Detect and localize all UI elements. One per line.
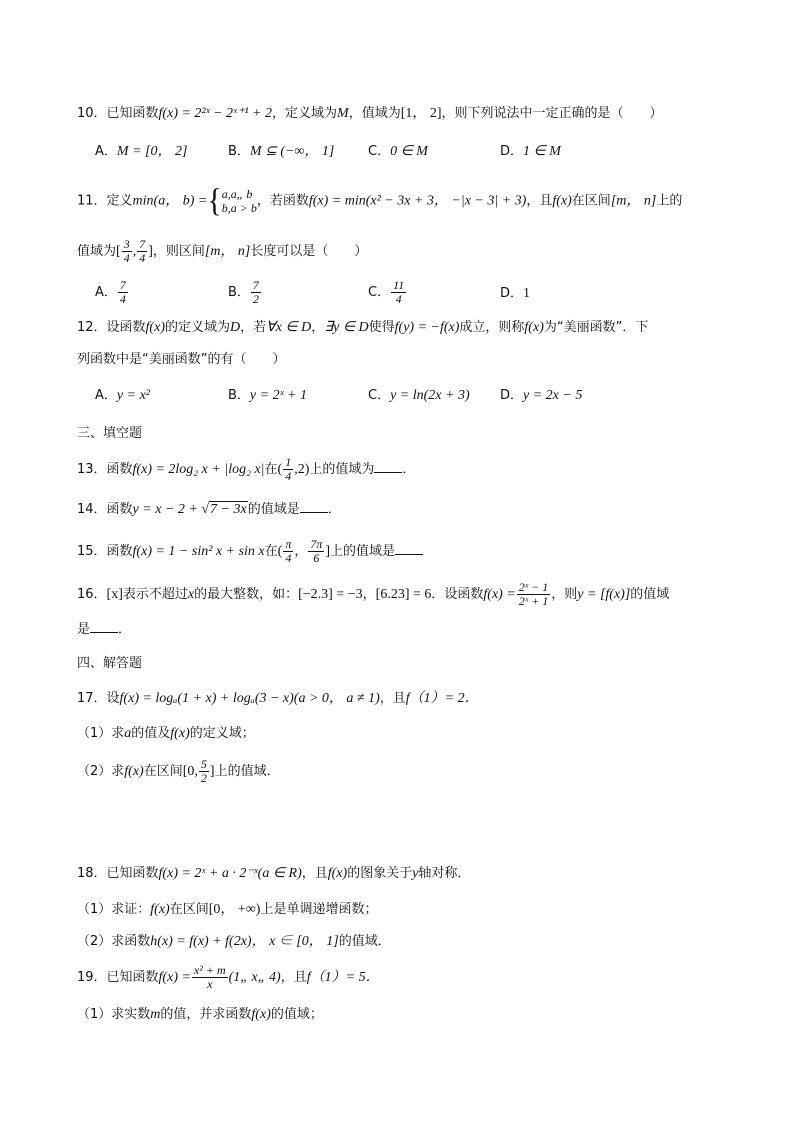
q16-answer-blank[interactable] bbox=[90, 620, 118, 633]
q19-stem: 19．已知函数 bbox=[77, 970, 159, 985]
q10-tail: ，则下列说法中一定正确的是（ ） bbox=[441, 106, 663, 121]
q10-option-a bbox=[95, 142, 187, 162]
q12-option-a bbox=[95, 386, 150, 406]
q12-option-a-label: A． bbox=[95, 388, 117, 403]
q15-open: ( bbox=[277, 544, 283, 559]
q13-stem: 13．函数 bbox=[77, 462, 133, 477]
q11-range-low bbox=[122, 238, 132, 265]
q10-option-b bbox=[228, 142, 334, 162]
q14-tail: 的值域是 bbox=[247, 502, 300, 517]
q16-tail: 的值域 bbox=[630, 587, 670, 602]
q12-mid2: ，若 bbox=[240, 320, 267, 335]
q17-part2 bbox=[77, 757, 280, 787]
q10-mid2: ，值域为 bbox=[348, 106, 401, 121]
q19-mid: ，且 bbox=[280, 970, 307, 985]
q19-p1-a: （1）求实数 bbox=[77, 1007, 151, 1022]
q12-option-c bbox=[368, 386, 470, 406]
q12-option-d-text: y = 2x − 5 bbox=[523, 388, 583, 403]
q16-line2-text: 是 bbox=[77, 622, 91, 637]
q11-option-b-label: B． bbox=[228, 285, 250, 300]
q16-den: 2ˣ + 1 bbox=[518, 594, 549, 608]
q11-interval-2: [m， n] bbox=[204, 244, 251, 259]
q13-mid: 在 bbox=[264, 462, 278, 477]
q18-y: y bbox=[412, 866, 419, 881]
q13-close: ,2) bbox=[294, 462, 310, 477]
q10-option-c-label: C． bbox=[368, 144, 391, 159]
sqrt-icon: √ bbox=[201, 502, 210, 517]
q13-num: 1 bbox=[285, 455, 292, 469]
q17-p2-close: ] bbox=[209, 764, 215, 779]
q18-mid2: 的图象关于 bbox=[347, 866, 413, 881]
q10-option-d-text: 1 ∈ M bbox=[523, 144, 561, 159]
q11-mid2: ，且 bbox=[526, 193, 553, 209]
q17-p2-num: 5 bbox=[200, 757, 207, 771]
q11-stem bbox=[77, 182, 683, 219]
q17-p2-a: （2）求 bbox=[77, 764, 125, 779]
q12-option-d bbox=[500, 386, 582, 406]
q14-radicand: 7 − 3x bbox=[210, 502, 247, 517]
q12-option-b bbox=[228, 386, 307, 406]
q10-option-d-label: D． bbox=[500, 144, 524, 159]
q17-function: f(x) = logₐ(1 + x) + logₐ(3 − x)(a > 0， a ≠ 1) bbox=[119, 691, 380, 706]
q16 bbox=[77, 580, 669, 610]
section-fill-in-heading: 三、填空题 bbox=[77, 426, 143, 441]
q11-option-b-num: 7 bbox=[252, 278, 259, 292]
q11-interval: [m， n] bbox=[610, 193, 657, 209]
q11-option-b-frac bbox=[251, 279, 261, 306]
q19-num: x² + m bbox=[193, 963, 226, 977]
q19-function: f(x) = bbox=[158, 970, 191, 985]
q15 bbox=[77, 537, 423, 567]
q19-frac bbox=[192, 964, 228, 991]
q18-mid: ，且 bbox=[301, 866, 328, 881]
q16-floor: [x] bbox=[106, 587, 123, 602]
q15-close: ] bbox=[325, 544, 331, 559]
q11-option-c-frac bbox=[391, 279, 406, 306]
q10-stem bbox=[77, 104, 663, 124]
q16-mid2: 的最大整数，如： bbox=[194, 587, 299, 602]
q18-p2-a: （2）求函数 bbox=[77, 934, 151, 949]
q11-function-2: f(x) bbox=[552, 193, 572, 209]
q11-line2-c: 长度可以是（ ） bbox=[250, 244, 368, 259]
q15-frac-2-num: 7π bbox=[310, 537, 323, 551]
q11-mid: ，若函数 bbox=[256, 193, 309, 209]
q12-mid5: 成立，则称 bbox=[459, 320, 525, 335]
q13-open: ( bbox=[277, 462, 283, 477]
q12-option-b-label: B． bbox=[228, 388, 250, 403]
q19-den: x bbox=[207, 977, 213, 991]
q16-y: y = [f(x)] bbox=[577, 587, 631, 602]
q16-sep: ， bbox=[362, 587, 376, 602]
q17-p1-fx: f(x) bbox=[170, 726, 190, 741]
q10-range: [1， 2] bbox=[400, 106, 442, 121]
q10-option-d bbox=[500, 142, 561, 162]
q11-option-a-label: A． bbox=[95, 285, 117, 300]
q11-option-c bbox=[368, 278, 407, 308]
q11-option-a-num: 7 bbox=[119, 278, 126, 292]
q12-forall: ∀x ∈ D bbox=[266, 320, 312, 335]
q17-p1-b: 的值及 bbox=[131, 726, 171, 741]
q13-end: ． bbox=[402, 462, 416, 477]
q10-mid: ，定义域为 bbox=[272, 106, 338, 121]
q12-mid4: 使得 bbox=[368, 320, 395, 335]
q12-function: f(x) bbox=[145, 320, 165, 335]
q18-tail: 轴对称． bbox=[418, 866, 471, 881]
q15-sep: ， bbox=[294, 544, 308, 559]
q18-p1-interval: [0， +∞) bbox=[208, 902, 261, 917]
q17-condition: f（1）= 2． bbox=[405, 691, 479, 706]
q11-option-a-frac bbox=[118, 279, 128, 306]
q11-option-d bbox=[500, 284, 530, 304]
q19-p1-b: 的值，并求函数 bbox=[160, 1007, 252, 1022]
q16-function: f(x) = bbox=[483, 587, 516, 602]
q17-p2-fx: f(x) bbox=[124, 764, 144, 779]
q14-function: y = x − 2 + bbox=[132, 502, 202, 517]
q17-part1 bbox=[77, 724, 255, 744]
q11-option-a-den: 4 bbox=[119, 292, 126, 306]
q18 bbox=[77, 864, 470, 884]
q17-p1-c: 的定义域； bbox=[189, 726, 255, 741]
q12-option-b-text: y = 2ˣ + 1 bbox=[249, 388, 307, 403]
q15-tail: 上的值域是 bbox=[330, 544, 396, 559]
q12-stem bbox=[77, 318, 648, 338]
q18-part2 bbox=[77, 932, 391, 952]
q14-end: ． bbox=[327, 502, 341, 517]
q12-option-a-text: y = x² bbox=[116, 388, 150, 403]
q16-x: x bbox=[187, 587, 195, 602]
q17-p2-open: [0, bbox=[182, 764, 198, 779]
q11-range-close: ] bbox=[148, 244, 153, 259]
q17-p2-c: 上的值域． bbox=[214, 764, 280, 779]
q11-option-c-label: C． bbox=[368, 285, 391, 300]
q11-option-b bbox=[228, 278, 262, 308]
q13-tail: 上的值域为 bbox=[309, 462, 375, 477]
q16-end: ． bbox=[118, 622, 132, 637]
q18-function-2: f(x) bbox=[327, 866, 348, 881]
q10-option-a-label: A． bbox=[95, 144, 117, 159]
q11-line2 bbox=[77, 237, 367, 267]
q15-frac-1 bbox=[283, 538, 293, 565]
q11-case-2: b,a > b bbox=[221, 201, 257, 215]
q10-option-b-text: M ⊆ (−∞， 1] bbox=[249, 144, 335, 159]
q11-mid3: 在区间 bbox=[571, 193, 611, 209]
q18-p2-b: 的值域． bbox=[338, 934, 391, 949]
q19-condition: f（1）= 5． bbox=[306, 970, 380, 985]
q19-p1-fx: f(x) bbox=[251, 1007, 271, 1022]
q17-p1-a: （1）求 bbox=[77, 726, 125, 741]
q12-line2: 列函数中是“美丽函数”的有（ ） bbox=[77, 352, 286, 367]
q15-stem: 15．函数 bbox=[77, 544, 133, 559]
q11-cases bbox=[222, 187, 257, 215]
q12-option-c-label: C． bbox=[368, 388, 391, 403]
q19-p1-c: 的值域； bbox=[270, 1007, 323, 1022]
q12-option-c-text: y = ln(2x + 3) bbox=[390, 388, 470, 403]
q12-stem-text: 12．设函数 bbox=[77, 320, 146, 335]
q15-mid: 在 bbox=[264, 544, 278, 559]
q10-option-c-text: 0 ∈ M bbox=[390, 144, 428, 159]
q15-answer-blank[interactable] bbox=[395, 542, 423, 555]
q17-p1-var: a bbox=[124, 726, 132, 741]
q10-option-b-label: B． bbox=[228, 144, 250, 159]
q13-answer-blank[interactable] bbox=[374, 460, 402, 473]
q19-p1-m: m bbox=[150, 1007, 161, 1022]
q19-domain: (1„ x„ 4) bbox=[228, 970, 281, 985]
q17 bbox=[77, 689, 479, 709]
q11-range-high-num: 7 bbox=[139, 237, 146, 251]
q14-stem: 14．函数 bbox=[77, 502, 133, 517]
q15-function: f(x) = 1 − sin² x + sin x bbox=[132, 544, 265, 559]
q17-mid: ，且 bbox=[379, 691, 406, 706]
q18-p1-a: （1）求证： bbox=[77, 902, 151, 917]
q10-option-a-text: M = [0， 2] bbox=[116, 144, 188, 159]
q11-range-low-den: 4 bbox=[123, 251, 130, 265]
q11-min-def: min(a， b) = bbox=[132, 193, 208, 209]
q11-function: f(x) = min(x² − 3x + 3， −|x − 3| + 3) bbox=[308, 193, 527, 209]
q11-tail: 上的 bbox=[656, 193, 683, 209]
section-answer-heading: 四、解答题 bbox=[77, 656, 143, 671]
q16-num: 2ˣ − 1 bbox=[518, 580, 549, 594]
q18-p1-fx: f(x) bbox=[150, 902, 170, 917]
q12-exists: ∃y ∈ D bbox=[324, 320, 369, 335]
q18-part1 bbox=[77, 900, 377, 920]
q10-function: f(x) = 2²ˣ − 2ˣ⁺¹ + 2 bbox=[158, 106, 273, 121]
q13-frac bbox=[283, 456, 293, 483]
q13 bbox=[77, 455, 415, 485]
q18-stem: 18．已知函数 bbox=[77, 866, 159, 881]
q16-mid3: ．设函数 bbox=[431, 587, 484, 602]
left-brace-icon: { bbox=[207, 182, 222, 219]
q16-line2 bbox=[77, 620, 131, 640]
q11-option-c-num: 11 bbox=[393, 278, 405, 292]
q11-range-open: [ bbox=[116, 244, 121, 259]
q16-mid4: ，则 bbox=[551, 587, 578, 602]
q11-line2-b: ，则区间 bbox=[152, 244, 205, 259]
q11-range-comma: , bbox=[132, 244, 137, 259]
q16-frac bbox=[517, 581, 550, 608]
q16-stem: 16． bbox=[77, 587, 107, 602]
q18-p1-b: 在区间 bbox=[169, 902, 209, 917]
q11-range-low-num: 3 bbox=[123, 237, 130, 251]
q11-line2-a: 值域为 bbox=[77, 244, 117, 259]
q11-range-high-den: 4 bbox=[139, 251, 146, 265]
q10-stem-text: 10．已知函数 bbox=[77, 106, 159, 121]
q11-range-high bbox=[137, 238, 147, 265]
q11-case-1: a,a„ b bbox=[221, 187, 253, 201]
q12-tail: 为“美丽函数”．下 bbox=[543, 320, 649, 335]
q15-frac-1-num: π bbox=[285, 537, 292, 551]
q13-den: 4 bbox=[285, 469, 292, 483]
q18-function: f(x) = 2ˣ + a · 2⁻ˣ(a ∈ R) bbox=[158, 866, 302, 881]
q13-function: f(x) = 2log₂ x + |log₂ x| bbox=[132, 462, 265, 477]
q12-option-d-label: D． bbox=[500, 388, 524, 403]
q10-option-c bbox=[368, 142, 428, 162]
q19-part1 bbox=[77, 1005, 323, 1025]
q19 bbox=[77, 963, 380, 993]
q18-p1-c: 上是单调递增函数； bbox=[260, 902, 378, 917]
q11-option-a bbox=[95, 278, 129, 308]
q12-mid3: ， bbox=[311, 320, 325, 335]
q11-option-b-den: 2 bbox=[252, 292, 259, 306]
q12-function-2: f(x) bbox=[524, 320, 544, 335]
q17-p2-b: 在区间 bbox=[143, 764, 183, 779]
q17-stem: 17．设 bbox=[77, 691, 120, 706]
q12-mid: 的定义域为 bbox=[164, 320, 230, 335]
q11-stem-text: 11．定义 bbox=[77, 193, 133, 209]
q16-example-1: [−2.3] = −3 bbox=[298, 587, 363, 602]
q18-p2-h: h(x) = f(x) + f(2x)， x ∈ [0， 1] bbox=[150, 934, 339, 949]
q11-option-d-label: D． bbox=[500, 286, 524, 301]
q15-frac-2 bbox=[308, 538, 324, 565]
q14-answer-blank[interactable] bbox=[300, 500, 328, 513]
q16-example-2: [6.23] = 6 bbox=[375, 587, 432, 602]
q15-frac-1-den: 4 bbox=[285, 551, 292, 565]
q14 bbox=[77, 500, 341, 520]
q15-frac-2-den: 6 bbox=[313, 551, 320, 565]
q11-option-c-den: 4 bbox=[395, 292, 402, 306]
q17-p2-den: 2 bbox=[200, 771, 207, 785]
q17-p2-frac bbox=[199, 758, 209, 785]
q12-equation: f(y) = −f(x) bbox=[394, 320, 460, 335]
q11-option-d-text: 1 bbox=[523, 286, 531, 301]
q10-M: M bbox=[337, 106, 349, 121]
q16-mid: 表示不超过 bbox=[122, 587, 188, 602]
q12-D: D bbox=[230, 320, 241, 335]
